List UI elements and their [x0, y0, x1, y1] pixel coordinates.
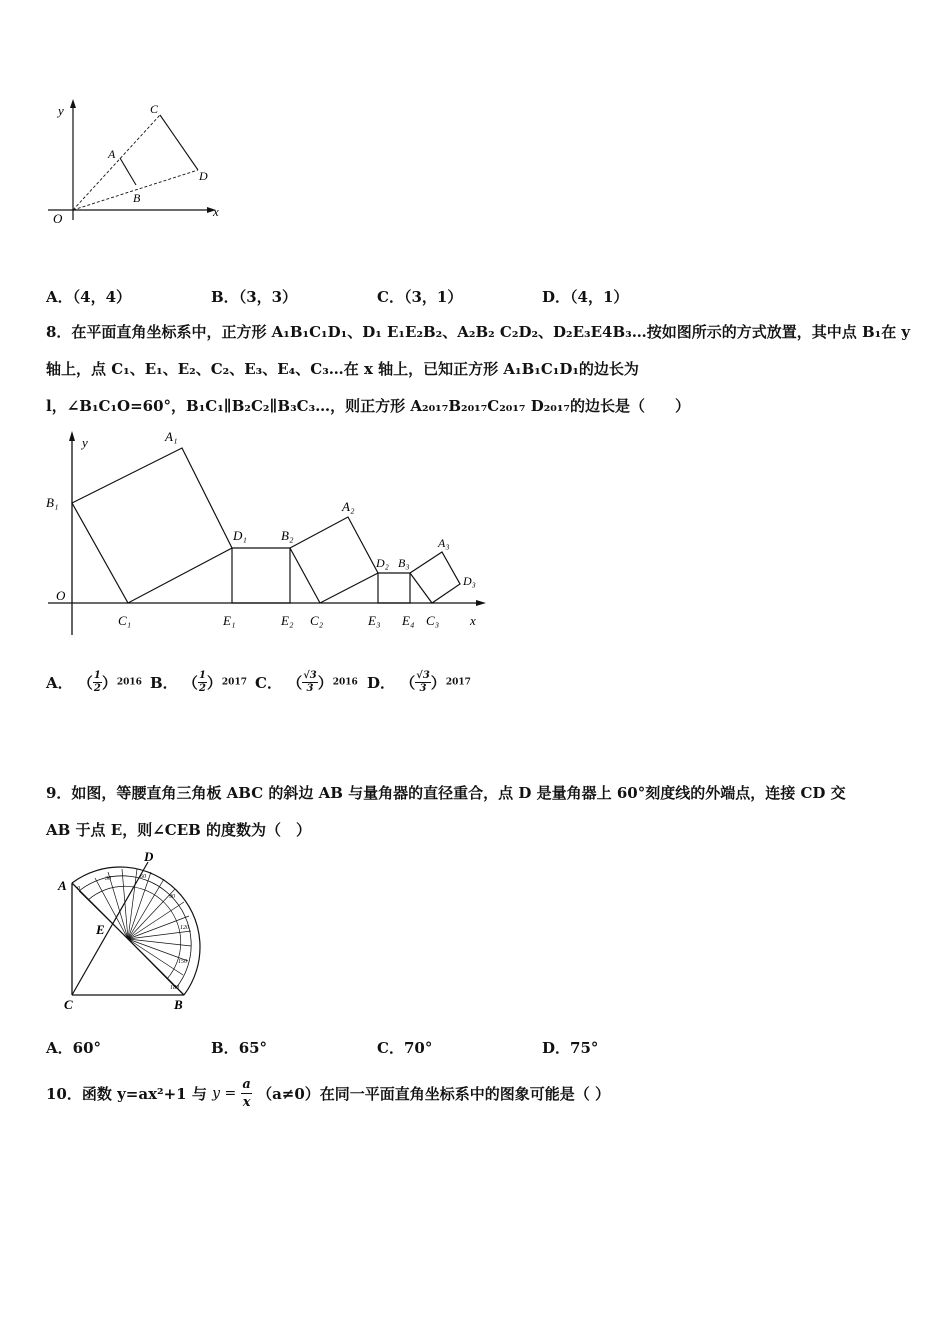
q9-tick-0: 0 [77, 886, 80, 892]
q9-label-E: E [96, 922, 105, 937]
q7-option-b: B．（3，3） [211, 288, 298, 306]
q7-label-C: C [150, 102, 159, 116]
q7-option-c: C．（3，1） [377, 288, 463, 306]
q8-label-D3: D₃ [463, 574, 476, 588]
q8-label-x: x [470, 613, 476, 628]
q7-option-a: A．（4，4） [46, 288, 132, 306]
q10-prefix: 10．函数 y=ax²+1 与 [46, 1085, 207, 1103]
q9-label-C: C [64, 997, 73, 1012]
q8-label-B3: B₃ [398, 556, 410, 570]
q10-lhs: y = [212, 1085, 237, 1102]
q8-label-E2: E₂ [281, 613, 294, 628]
q9-stem-line-1: 9．如图，等腰直角三角板 ABC 的斜边 AB 与量角器的直径重合，点 D 是量角器上 60°刻度线的外端点，连接 CD 交 [46, 784, 846, 802]
q9-stem-line-2: AB 于点 E，则∠CEB 的度数为（ ） [46, 821, 312, 839]
q8-label-C2: C₂ [310, 613, 324, 628]
q9-label-D: D [144, 849, 154, 864]
q7-label-B: B [133, 191, 141, 205]
q9-tick-60: 60 [140, 874, 146, 880]
q8-label-E4: E₄ [402, 613, 415, 628]
q7-figure [40, 95, 230, 230]
q8-figure [40, 425, 500, 640]
q9-tick-180: 180 [170, 985, 179, 991]
q7-label-O: O [53, 211, 63, 226]
q8-label-C1: C₁ [118, 613, 132, 628]
q8-label-B2: B₂ [281, 528, 294, 543]
q8-label-C3: C₃ [426, 613, 440, 628]
q8-label-E3: E₃ [368, 613, 381, 628]
q9-label-B: B [174, 997, 183, 1012]
q8-label-y: y [82, 435, 88, 450]
q8-label-E1: E₁ [223, 613, 236, 628]
q8-label-A2: A₂ [342, 499, 355, 514]
q8-option-a: A． （ $\frac{1}{2}$ ）2016 [46, 670, 142, 694]
q8-label-A1: A₁ [165, 429, 178, 444]
q9-tick-90: 90 [169, 894, 175, 900]
q8-label-B1: B₁ [46, 495, 59, 510]
q7-label-x: x [213, 204, 219, 219]
q9-option-d: D．75° [542, 1039, 599, 1057]
q8-label-D1: D₁ [233, 528, 247, 543]
q10-suffix: （a≠0）在同一平面直角坐标系中的图象可能是（ ） [257, 1085, 611, 1103]
q7-label-D: D [199, 169, 208, 183]
q9-option-a: A．60° [46, 1039, 102, 1057]
q8-stem-line-2: 轴上，点 C₁、E₁、E₂、C₂、E₃、E₄、C₃…在 x 轴上，已知正方形 A₁B₁C₁D₁的边长为 [46, 360, 639, 378]
q8-option-c: C． （ $\frac{√3}{3}$ ）2016 [255, 670, 358, 694]
q7-label-A: A [108, 147, 116, 161]
q8-label-D2: D₂ [376, 556, 389, 570]
q8-stem-line-3: l，∠B₁C₁O=60°，B₁C₁∥B₂C₂∥B₃C₃…，则正方形 A₂₀₁₇B₂₀₁₇C₂₀₁₇ D₂₀₁₇的边长是（ ） [46, 397, 691, 415]
q8-option-d: D． （ $\frac{√3}{3}$ ）2017 [367, 670, 471, 694]
q9-tick-120: 120 [180, 925, 189, 931]
q10-stem [46, 1076, 610, 1116]
q9-option-b: B．65° [211, 1039, 268, 1057]
q9-tick-150: 150 [178, 959, 187, 965]
q8-stem-line-1: 8．在平面直角坐标系中，正方形 A₁B₁C₁D₁、D₁ E₁E₂B₂、A₂B₂ C₂D₂、D₂E₃E4B₃…按如图所示的方式放置，其中点 B₁在 y [46, 323, 911, 341]
q10-fraction: $\frac{a}{x}$ [242, 1077, 251, 1110]
q9-figure [50, 848, 220, 1013]
q9-option-c: C．70° [377, 1039, 433, 1057]
q9-tick-30: 30 [105, 876, 111, 882]
q7-label-y: y [58, 103, 64, 118]
q9-label-A: A [58, 878, 67, 893]
q7-option-d: D．（4，1） [542, 288, 629, 306]
q8-option-b: B． （ $\frac{1}{2}$ ）2017 [150, 670, 247, 694]
q8-label-O: O [56, 588, 66, 603]
q8-label-A3: A₃ [438, 536, 450, 550]
